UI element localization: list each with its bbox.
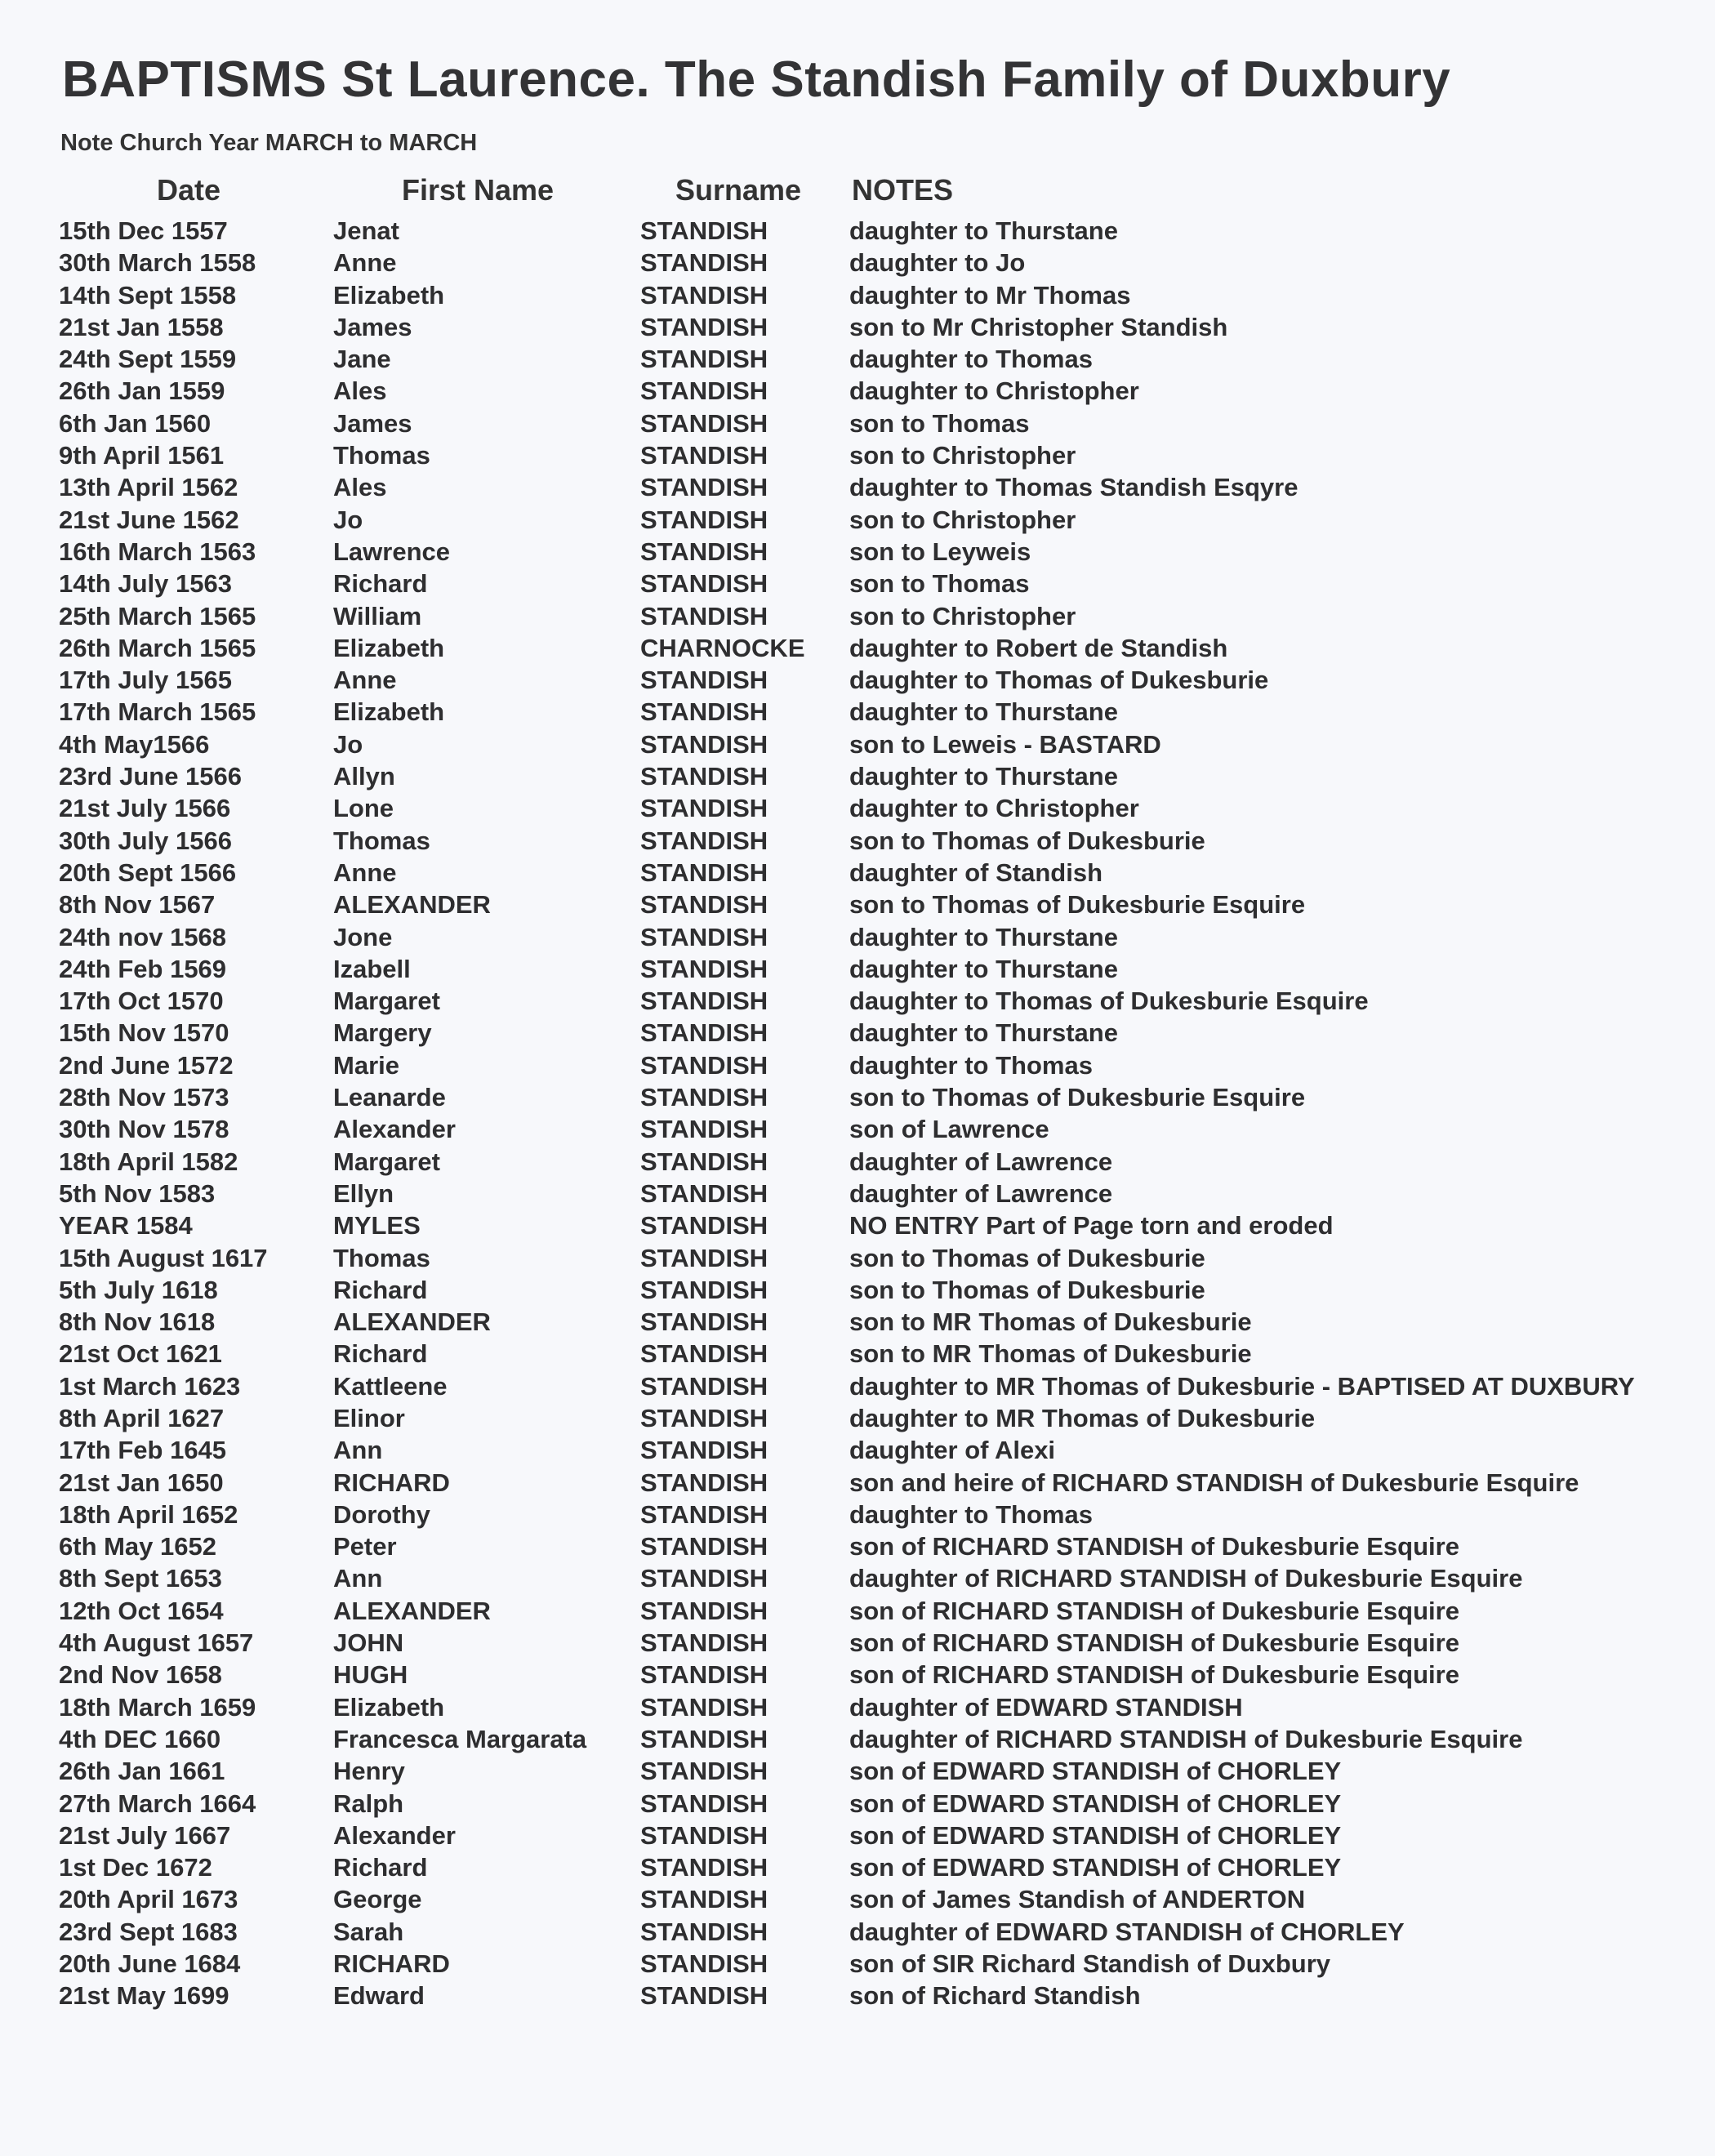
table-row	[0, 1338, 1715, 1370]
row-surname: STANDISH	[640, 729, 768, 759]
row-first-name: Margery	[333, 1018, 432, 1048]
row-surname: STANDISH	[640, 1981, 768, 2011]
row-notes: daughter to Mr Thomas	[849, 280, 1131, 310]
row-date: 5th Nov 1583	[59, 1178, 216, 1208]
row-notes: daughter to Thurstane	[849, 954, 1118, 983]
table-row	[0, 1306, 1715, 1338]
row-surname: STANDISH	[640, 794, 768, 823]
table-row	[0, 247, 1715, 278]
row-date: 21st Jan 1558	[59, 312, 224, 341]
row-notes: son to Thomas of Dukesburie Esquire	[849, 1083, 1306, 1112]
row-date: 14th July 1563	[59, 569, 232, 599]
row-surname: STANDISH	[640, 280, 768, 310]
table-row	[0, 728, 1715, 760]
row-surname: STANDISH	[640, 1788, 768, 1818]
row-date: 26th Jan 1661	[59, 1757, 225, 1786]
row-date: 8th Nov 1618	[59, 1307, 216, 1337]
row-surname: STANDISH	[640, 1724, 768, 1753]
row-first-name: RICHARD	[333, 1949, 450, 1979]
row-notes: daughter to Christopher	[849, 794, 1139, 823]
row-notes: son to MR Thomas of Dukesburie	[849, 1339, 1252, 1369]
row-notes: son to Mr Christopher Standish	[849, 312, 1228, 341]
row-first-name: Elizabeth	[333, 1692, 445, 1722]
row-first-name: James	[333, 408, 412, 438]
row-date: 18th April 1652	[59, 1499, 238, 1529]
row-surname: STANDISH	[640, 1403, 768, 1432]
row-first-name: Ann	[333, 1436, 383, 1465]
row-notes: NO ENTRY Part of Page torn and eroded	[849, 1211, 1334, 1241]
row-first-name: Jenat	[333, 216, 399, 245]
table-row	[0, 1723, 1715, 1755]
row-surname: STANDISH	[640, 1018, 768, 1048]
row-date: 12th Oct 1654	[59, 1596, 224, 1625]
row-notes: daughter to Thomas Standish Esqyre	[849, 473, 1298, 502]
table-row	[0, 568, 1715, 599]
row-surname: STANDISH	[640, 1885, 768, 1914]
row-notes: son to Leyweis	[849, 537, 1031, 566]
row-date: 21st July 1566	[59, 794, 231, 823]
row-first-name: Dorothy	[333, 1499, 430, 1529]
table-row	[0, 1178, 1715, 1209]
row-notes: son to Leweis - BASTARD	[849, 729, 1161, 759]
row-date: 9th April 1561	[59, 441, 225, 470]
page-title: BAPTISMS St Laurence. The Standish Family of Duxbury	[62, 51, 1451, 108]
row-first-name: Jone	[333, 922, 393, 951]
row-surname: STANDISH	[640, 1820, 768, 1850]
table-row	[0, 1530, 1715, 1562]
table-row	[0, 760, 1715, 792]
table-row	[0, 1467, 1715, 1499]
row-notes: daughter to Thurstane	[849, 922, 1118, 951]
table-row	[0, 1820, 1715, 1851]
row-date: 21st June 1562	[59, 505, 239, 534]
row-notes: son to Christopher	[849, 601, 1076, 630]
row-surname: CHARNOCKE	[640, 633, 805, 662]
row-surname: STANDISH	[640, 890, 768, 920]
table-row	[0, 921, 1715, 953]
row-date: 20th June 1684	[59, 1949, 241, 1979]
table-row	[0, 1081, 1715, 1113]
row-surname: STANDISH	[640, 1917, 768, 1946]
table-row	[0, 408, 1715, 439]
row-first-name: Thomas	[333, 1243, 430, 1272]
row-notes: son to Thomas	[849, 408, 1030, 438]
row-surname: STANDISH	[640, 569, 768, 599]
row-first-name: Richard	[333, 1275, 428, 1304]
table-row	[0, 1274, 1715, 1306]
row-date: 30th July 1566	[59, 826, 232, 855]
row-surname: STANDISH	[640, 1211, 768, 1241]
row-date: 6th Jan 1560	[59, 408, 212, 438]
row-first-name: ALEXANDER	[333, 1307, 491, 1337]
row-first-name: Elizabeth	[333, 697, 445, 727]
row-surname: STANDISH	[640, 1532, 768, 1561]
table-row	[0, 1242, 1715, 1274]
row-date: 23rd June 1566	[59, 762, 243, 791]
row-first-name: Alexander	[333, 1820, 456, 1850]
row-surname: STANDISH	[640, 1050, 768, 1080]
row-date: 18th April 1582	[59, 1147, 238, 1176]
row-first-name: Anne	[333, 666, 397, 695]
row-surname: STANDISH	[640, 345, 768, 374]
row-date: 26th Jan 1559	[59, 376, 225, 406]
row-first-name: Thomas	[333, 826, 430, 855]
row-first-name: Allyn	[333, 762, 395, 791]
row-surname: STANDISH	[640, 1468, 768, 1497]
row-notes: daughter of Lawrence	[849, 1178, 1113, 1208]
row-notes: son of EDWARD STANDISH of CHORLEY	[849, 1757, 1342, 1786]
row-notes: daughter of RICHARD STANDISH of Dukesburie Esquire	[849, 1564, 1523, 1593]
row-date: 16th March 1563	[59, 537, 256, 566]
row-surname: STANDISH	[640, 408, 768, 438]
row-surname: STANDISH	[640, 1115, 768, 1144]
table-row	[0, 1948, 1715, 1980]
row-surname: STANDISH	[640, 922, 768, 951]
row-surname: STANDISH	[640, 1307, 768, 1337]
row-notes: daughter to Jo	[849, 248, 1026, 278]
row-notes: son to Thomas of Dukesburie	[849, 1275, 1205, 1304]
row-surname: STANDISH	[640, 473, 768, 502]
row-date: 1st March 1623	[59, 1371, 241, 1401]
row-notes: son of RICHARD STANDISH of Dukesburie Esquire	[849, 1628, 1459, 1658]
row-notes: daughter to MR Thomas of Dukesburie	[849, 1403, 1316, 1432]
church-year-note: Note Church Year MARCH to MARCH	[60, 130, 478, 156]
row-surname: STANDISH	[640, 826, 768, 855]
row-notes: son and heire of RICHARD STANDISH of Dukesburie Esquire	[849, 1468, 1579, 1497]
row-date: 8th Sept 1653	[59, 1564, 222, 1593]
row-date: 13th April 1562	[59, 473, 238, 502]
table-row	[0, 1562, 1715, 1594]
column-header-notes: NOTES	[852, 173, 954, 207]
table-row	[0, 1017, 1715, 1049]
row-notes: daughter of EDWARD STANDISH	[849, 1692, 1243, 1722]
row-surname: STANDISH	[640, 537, 768, 566]
row-notes: daughter to Thurstane	[849, 762, 1118, 791]
row-date: 15th August 1617	[59, 1243, 268, 1272]
row-first-name: Jo	[333, 505, 363, 534]
row-surname: STANDISH	[640, 376, 768, 406]
table-row	[0, 1851, 1715, 1883]
row-surname: STANDISH	[640, 1660, 768, 1690]
row-date: 21st May 1699	[59, 1981, 229, 2011]
table-row	[0, 664, 1715, 696]
row-surname: STANDISH	[640, 1275, 768, 1304]
row-notes: son to Christopher	[849, 441, 1076, 470]
row-notes: daughter of Alexi	[849, 1436, 1056, 1465]
row-notes: son of James Standish of ANDERTON	[849, 1885, 1306, 1914]
row-surname: STANDISH	[640, 1949, 768, 1979]
table-row	[0, 1113, 1715, 1145]
row-notes: son of RICHARD STANDISH of Dukesburie Esquire	[849, 1532, 1459, 1561]
row-date: 30th March 1558	[59, 248, 256, 278]
table-row	[0, 375, 1715, 407]
row-first-name: Alexander	[333, 1115, 456, 1144]
row-date: 17th July 1565	[59, 666, 232, 695]
row-surname: STANDISH	[640, 762, 768, 791]
row-surname: STANDISH	[640, 954, 768, 983]
row-notes: son of SIR Richard Standish of Duxbury	[849, 1949, 1331, 1979]
table-row	[0, 696, 1715, 728]
row-notes: daughter to Thomas	[849, 1050, 1093, 1080]
row-first-name: Margaret	[333, 987, 440, 1016]
row-first-name: ALEXANDER	[333, 1596, 491, 1625]
row-surname: STANDISH	[640, 505, 768, 534]
row-surname: STANDISH	[640, 601, 768, 630]
table-row	[0, 439, 1715, 471]
column-header-first-name: First Name	[402, 173, 555, 207]
row-first-name: Anne	[333, 858, 397, 887]
row-date: 17th March 1565	[59, 697, 256, 727]
row-notes: son to Thomas of Dukesburie	[849, 1243, 1205, 1272]
row-notes: son of Lawrence	[849, 1115, 1049, 1144]
row-notes: daughter to Thomas	[849, 345, 1093, 374]
table-row	[0, 985, 1715, 1017]
row-surname: STANDISH	[640, 1339, 768, 1369]
row-first-name: Elinor	[333, 1403, 405, 1432]
table-row	[0, 1146, 1715, 1178]
row-date: 21st Oct 1621	[59, 1339, 222, 1369]
table-row	[0, 1209, 1715, 1241]
row-date: 2nd Nov 1658	[59, 1660, 222, 1690]
row-surname: STANDISH	[640, 1692, 768, 1722]
table-row	[0, 1627, 1715, 1659]
row-notes: son to Thomas of Dukesburie	[849, 826, 1205, 855]
row-surname: STANDISH	[640, 1178, 768, 1208]
row-notes: son of RICHARD STANDISH of Dukesburie Esquire	[849, 1596, 1459, 1625]
row-notes: daughter to Thomas	[849, 1499, 1093, 1529]
table-row	[0, 279, 1715, 311]
row-notes: daughter to Thurstane	[849, 1018, 1118, 1048]
row-first-name: Anne	[333, 248, 397, 278]
row-first-name: Peter	[333, 1532, 397, 1561]
row-first-name: Ralph	[333, 1788, 404, 1818]
table-row	[0, 1402, 1715, 1434]
row-first-name: Francesca Margarata	[333, 1724, 587, 1753]
row-surname: STANDISH	[640, 1628, 768, 1658]
row-surname: STANDISH	[640, 1564, 768, 1593]
table-row	[0, 536, 1715, 568]
table-row	[0, 1659, 1715, 1690]
column-header-surname: Surname	[675, 173, 802, 207]
row-surname: STANDISH	[640, 248, 768, 278]
row-surname: STANDISH	[640, 1147, 768, 1176]
row-date: 21st Jan 1650	[59, 1468, 224, 1497]
row-first-name: Leanarde	[333, 1083, 446, 1112]
table-row	[0, 1788, 1715, 1820]
row-date: 4th May1566	[59, 729, 210, 759]
row-surname: STANDISH	[640, 858, 768, 887]
row-date: 1st Dec 1672	[59, 1853, 212, 1882]
row-first-name: Jo	[333, 729, 363, 759]
table-row	[0, 215, 1715, 247]
row-first-name: Elizabeth	[333, 633, 445, 662]
row-notes: son of RICHARD STANDISH of Dukesburie Esquire	[849, 1660, 1459, 1690]
row-date: 20th April 1673	[59, 1885, 238, 1914]
table-row	[0, 1370, 1715, 1402]
row-date: 28th Nov 1573	[59, 1083, 229, 1112]
row-surname: STANDISH	[640, 441, 768, 470]
row-date: 26th March 1565	[59, 633, 256, 662]
row-first-name: Edward	[333, 1981, 425, 2011]
row-first-name: Jane	[333, 345, 391, 374]
table-row	[0, 471, 1715, 503]
table-row	[0, 632, 1715, 664]
row-surname: STANDISH	[640, 1499, 768, 1529]
row-date: 24th nov 1568	[59, 922, 227, 951]
row-first-name: Richard	[333, 1853, 428, 1882]
table-row	[0, 1883, 1715, 1915]
row-first-name: Richard	[333, 569, 428, 599]
row-first-name: Sarah	[333, 1917, 404, 1946]
row-date: 14th Sept 1558	[59, 280, 237, 310]
row-notes: son to Thomas of Dukesburie Esquire	[849, 890, 1306, 920]
row-date: 27th March 1664	[59, 1788, 256, 1818]
row-date: 6th May 1652	[59, 1532, 216, 1561]
table-row	[0, 1434, 1715, 1466]
column-header-date: Date	[157, 173, 221, 207]
row-surname: STANDISH	[640, 1243, 768, 1272]
row-notes: daughter to Thurstane	[849, 697, 1118, 727]
row-date: 20th Sept 1566	[59, 858, 237, 887]
row-first-name: Henry	[333, 1757, 405, 1786]
row-date: 25th March 1565	[59, 601, 256, 630]
row-first-name: Margaret	[333, 1147, 440, 1176]
row-notes: daughter of RICHARD STANDISH of Dukesburie Esquire	[849, 1724, 1523, 1753]
table-row	[0, 600, 1715, 632]
row-date: 5th July 1618	[59, 1275, 218, 1304]
row-surname: STANDISH	[640, 666, 768, 695]
row-date: 15th Dec 1557	[59, 216, 228, 245]
row-notes: son of EDWARD STANDISH of CHORLEY	[849, 1853, 1342, 1882]
row-first-name: James	[333, 312, 412, 341]
row-notes: daughter of EDWARD STANDISH of CHORLEY	[849, 1917, 1405, 1946]
table-row	[0, 1755, 1715, 1787]
row-notes: daughter of Standish	[849, 858, 1102, 887]
row-surname: STANDISH	[640, 1083, 768, 1112]
row-date: 8th April 1627	[59, 1403, 225, 1432]
row-first-name: Lawrence	[333, 537, 451, 566]
table-row	[0, 953, 1715, 985]
row-first-name: MYLES	[333, 1211, 421, 1241]
table-row	[0, 792, 1715, 824]
table-row	[0, 1595, 1715, 1627]
row-notes: daughter to Thomas of Dukesburie Esquire	[849, 987, 1369, 1016]
row-date: 24th Feb 1569	[59, 954, 227, 983]
row-first-name: ALEXANDER	[333, 890, 491, 920]
table-row	[0, 1980, 1715, 2011]
row-notes: daughter of Lawrence	[849, 1147, 1113, 1176]
row-notes: daughter to Christopher	[849, 376, 1139, 406]
row-date: 21st July 1667	[59, 1820, 231, 1850]
row-date: 8th Nov 1567	[59, 890, 216, 920]
table-row	[0, 889, 1715, 920]
row-surname: STANDISH	[640, 1436, 768, 1465]
row-notes: son to Thomas	[849, 569, 1030, 599]
row-notes: daughter to Robert de Standish	[849, 633, 1228, 662]
row-first-name: Izabell	[333, 954, 411, 983]
table-row	[0, 1049, 1715, 1081]
table-row	[0, 1691, 1715, 1723]
row-notes: son of Richard Standish	[849, 1981, 1141, 2011]
baptism-records-table	[0, 215, 1715, 2012]
row-surname: STANDISH	[640, 987, 768, 1016]
row-surname: STANDISH	[640, 312, 768, 341]
row-date: YEAR 1584	[59, 1211, 193, 1241]
row-notes: daughter to Thomas of Dukesburie	[849, 666, 1269, 695]
table-row	[0, 311, 1715, 343]
row-notes: son to MR Thomas of Dukesburie	[849, 1307, 1252, 1337]
row-date: 23rd Sept 1683	[59, 1917, 238, 1946]
row-notes: daughter to Thurstane	[849, 216, 1118, 245]
row-date: 2nd June 1572	[59, 1050, 234, 1080]
table-row	[0, 825, 1715, 857]
row-date: 30th Nov 1578	[59, 1115, 229, 1144]
row-first-name: Marie	[333, 1050, 399, 1080]
row-surname: STANDISH	[640, 697, 768, 727]
table-row	[0, 1499, 1715, 1530]
row-date: 18th March 1659	[59, 1692, 256, 1722]
table-row	[0, 857, 1715, 889]
row-notes: son of EDWARD STANDISH of CHORLEY	[849, 1788, 1342, 1818]
table-row	[0, 504, 1715, 536]
row-first-name: Ales	[333, 473, 387, 502]
row-surname: STANDISH	[640, 1596, 768, 1625]
row-date: 15th Nov 1570	[59, 1018, 229, 1048]
table-row	[0, 1916, 1715, 1948]
row-date: 17th Feb 1645	[59, 1436, 227, 1465]
row-first-name: George	[333, 1885, 422, 1914]
row-first-name: Thomas	[333, 441, 430, 470]
row-notes: son of EDWARD STANDISH of CHORLEY	[849, 1820, 1342, 1850]
row-date: 17th Oct 1570	[59, 987, 224, 1016]
row-surname: STANDISH	[640, 216, 768, 245]
table-row	[0, 343, 1715, 375]
row-first-name: JOHN	[333, 1628, 404, 1658]
row-first-name: Ann	[333, 1564, 383, 1593]
row-date: 24th Sept 1559	[59, 345, 237, 374]
row-notes: daughter to MR Thomas of Dukesburie - BAPTISED AT DUXBURY	[849, 1371, 1635, 1401]
row-date: 4th August 1657	[59, 1628, 254, 1658]
row-first-name: William	[333, 601, 422, 630]
row-notes: son to Christopher	[849, 505, 1076, 534]
row-first-name: Elizabeth	[333, 280, 445, 310]
row-surname: STANDISH	[640, 1853, 768, 1882]
row-first-name: HUGH	[333, 1660, 408, 1690]
row-first-name: Richard	[333, 1339, 428, 1369]
row-date: 4th DEC 1660	[59, 1724, 221, 1753]
row-first-name: RICHARD	[333, 1468, 450, 1497]
row-surname: STANDISH	[640, 1757, 768, 1786]
row-first-name: Kattleene	[333, 1371, 448, 1401]
row-first-name: Ellyn	[333, 1178, 394, 1208]
row-first-name: Ales	[333, 376, 387, 406]
row-surname: STANDISH	[640, 1371, 768, 1401]
row-first-name: Lone	[333, 794, 394, 823]
